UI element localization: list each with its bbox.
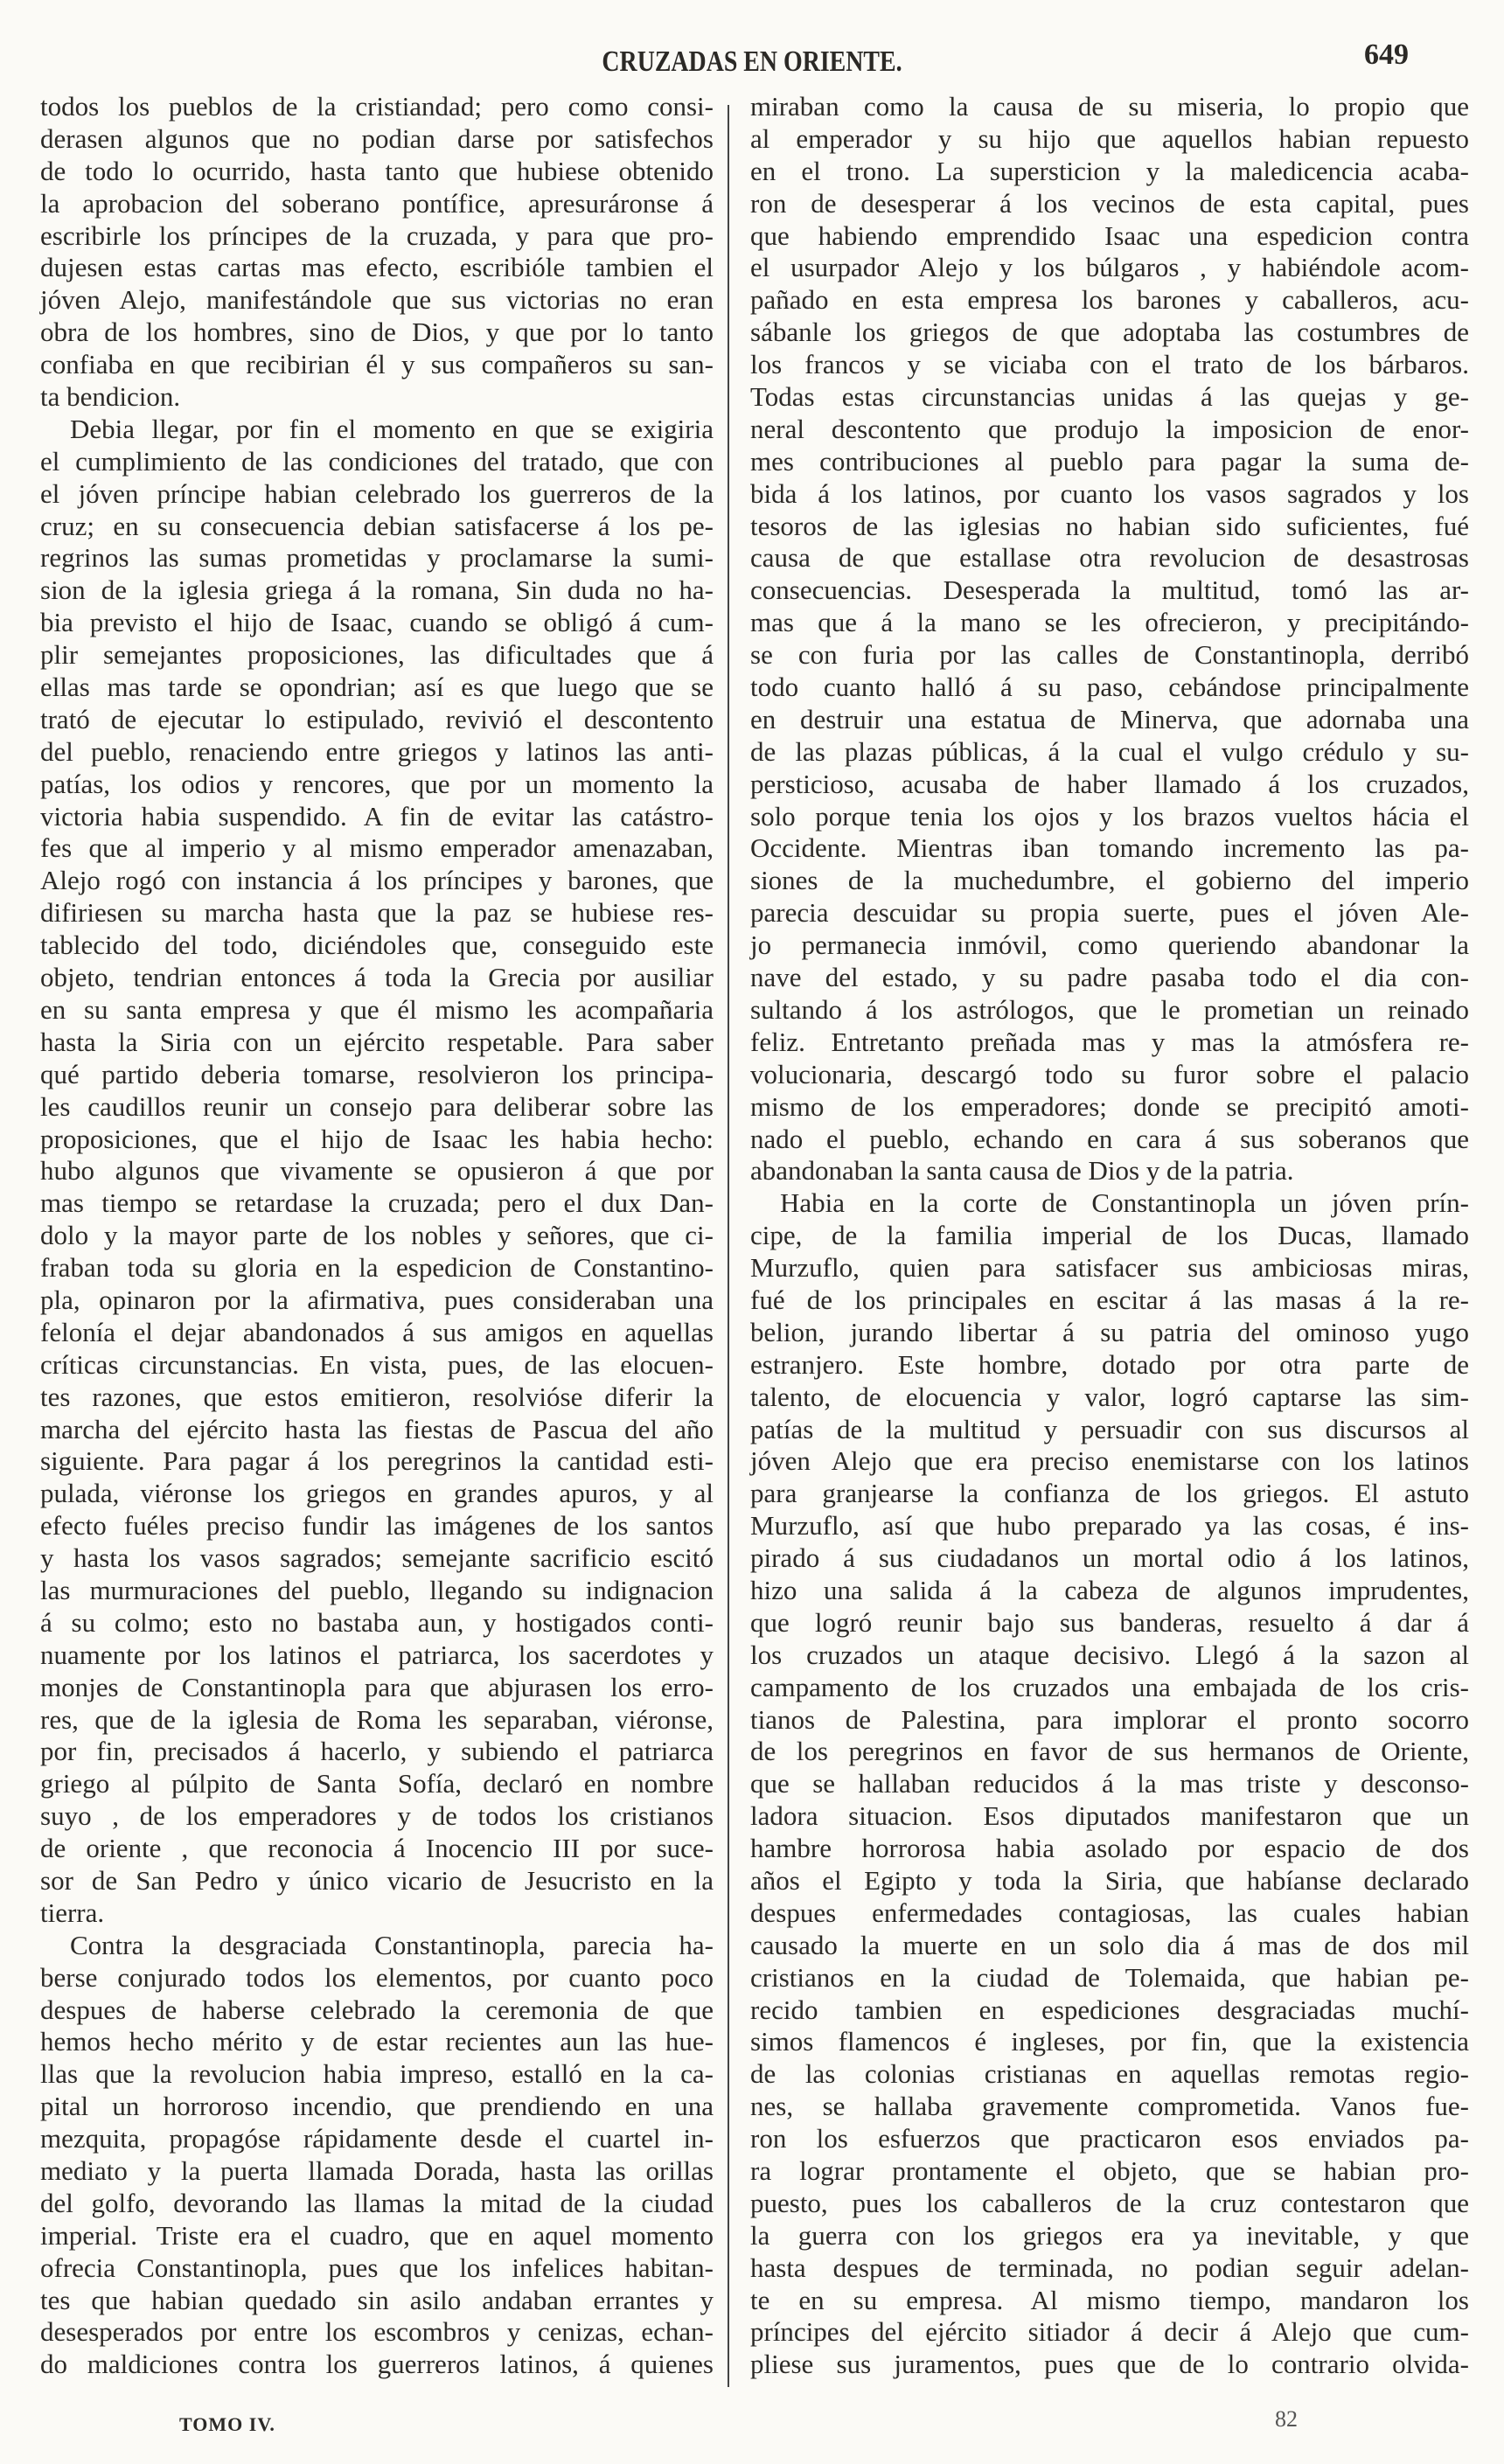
text-line: patías, los odios y rencores, que por un momento la [40, 768, 714, 799]
text-line: persticioso, acusaba de haber llamado á los cruzados, [750, 768, 1469, 799]
text-line: volucionaria, descargó todo su furor sobre el palacio [750, 1058, 1469, 1089]
text-line: recido tambien en espediciones desgraciadas muchí- [750, 1994, 1469, 2025]
text-line: marcha del ejército hasta las fiestas de Pascua del año [40, 1413, 714, 1444]
text-line: todos los pueblos de la cristiandad; pero como consi- [40, 91, 714, 122]
text-line: del golfo, devorando las llamas la mitad de la ciudad [40, 2187, 714, 2218]
text-line: belion, jurando libertar á su patria del ominoso yugo [750, 1316, 1469, 1347]
text-line: fué de los principales en escitar á las masas á la re- [750, 1284, 1469, 1315]
text-line: el cumplimiento de las condiciones del tratado, que con [40, 445, 714, 477]
text-line: miraban como la causa de su miseria, lo propio que [750, 91, 1469, 122]
text-line: mas tiempo se retardase la cruzada; pero el dux Dan- [40, 1187, 714, 1219]
text-line: fraban toda su gloria en la espedicion de Constantino- [40, 1252, 714, 1284]
text-line: llas que la revolucion habia impreso, estalló en la ca- [40, 2058, 714, 2090]
text-line: hemos hecho mérito y de estar recientes aun las hue- [40, 2026, 714, 2057]
text-line: mezquita, propagóse rápidamente desde el cuartel in- [40, 2123, 714, 2154]
text-line: que habiendo emprendido Isaac una espedicion contra [750, 219, 1469, 251]
text-line: consecuencias. Desesperada la multitud, tomó las ar- [750, 574, 1469, 606]
text-line: ron de desesperar á los vecinos de esta capital, pues [750, 187, 1469, 219]
left-text-column [40, 91, 714, 2381]
text-line: causado la muerte en un solo dia á mas de dos mil [750, 1929, 1469, 1960]
text-line: bida á los latinos, por cuanto los vasos sagrados y los [750, 477, 1469, 509]
text-line: años el Egipto y toda la Siria, que habíanse declarado [750, 1864, 1469, 1896]
text-line: pliese sus juramentos, pues que de lo contrario olvida- [750, 2349, 1469, 2380]
text-line: hambre horrorosa habia asolado por espacio de dos [750, 1833, 1469, 1864]
text-line: de los peregrinos en favor de sus hermanos de Oriente, [750, 1736, 1469, 1767]
text-line: ra lograr prontamente el objeto, que se habian pro- [750, 2155, 1469, 2186]
text-line: abandonaban la santa causa de Dios y de la patria. [750, 1155, 1294, 1187]
text-line: ellas mas tarde se opondrian; así es que luego que se [40, 672, 714, 703]
text-line: despues de haberse celebrado la ceremonia de que [40, 1994, 714, 2025]
text-line: talento, de elocuencia y valor, logró captarse las sim- [750, 1381, 1469, 1412]
text-line: hasta la Siria con un ejército respetable. Para saber [40, 1026, 714, 1057]
footer-signature: 82 [1275, 2406, 1298, 2432]
text-line: y hasta los vasos sagrados; semejante sacrificio escitó [40, 1542, 714, 1574]
text-line: siguiente. Para pagar á los peregrinos la cantidad esti- [40, 1445, 714, 1477]
text-line: plir semejantes proposiciones, las dificultades que á [40, 639, 714, 671]
text-line: regrinos las sumas prometidas y proclamarse la sumi- [40, 542, 714, 574]
text-line: campamento de los cruzados una embajada de los cris- [750, 1671, 1469, 1702]
text-line: res, que de la iglesia de Roma les separaban, viéronse, [40, 1703, 714, 1735]
text-line: nado el pueblo, echando en cara á sus soberanos que [750, 1123, 1469, 1154]
text-line: derasen algunos que no podian darse por satisfechos [40, 122, 714, 154]
text-line: de las plazas públicas, á la cual el vulgo crédulo y su- [750, 735, 1469, 767]
text-line: por fin, precisados á hacerlo, y subiendo el patriarca [40, 1736, 714, 1767]
text-line: neral descontento que produjo la imposicion de enor- [750, 413, 1469, 444]
text-line: tes que habian quedado sin asilo andaban errantes y [40, 2284, 714, 2315]
text-line: berse conjurado todos los elementos, por cuanto poco [40, 1961, 714, 1993]
text-line: confiaba en que recibirian él y sus compañeros su san- [40, 349, 714, 380]
text-line: objeto, tendrian entonces á toda la Grecia por ausiliar [40, 962, 714, 993]
text-line: suyo , de los emperadores y de todos los cristianos [40, 1800, 714, 1832]
text-line: Todas estas circunstancias unidas á las quejas y ge- [750, 381, 1469, 413]
text-line: proposiciones, que el hijo de Isaac les habia hecho: [40, 1123, 714, 1154]
text-line: Debia llegar, por fin el momento en que se exigiria [70, 413, 714, 444]
text-line: dujesen estas cartas mas efecto, escribióle tambien el [40, 252, 714, 283]
text-line: en su santa empresa y que él mismo les acompañaria [40, 993, 714, 1025]
right-text-column [750, 91, 1469, 2381]
text-line: que se hallaban reducidos á la mas triste y desconso- [750, 1768, 1469, 1799]
text-line: los francos y se viciaba con el trato de los bárbaros. [750, 349, 1469, 380]
text-line: les caudillos reunir un consejo para deliberar sobre las [40, 1090, 714, 1122]
text-line: se con furia por las calles de Constantinopla, derribó [750, 639, 1469, 671]
text-line: siones de la muchedumbre, el gobierno del imperio [750, 865, 1469, 896]
text-line: pla, opinaron por la afirmativa, pues consideraban una [40, 1284, 714, 1315]
text-line: solo porque tenia los ojos y los brazos vueltos hácia el [750, 800, 1469, 832]
text-line: tianos de Palestina, para implorar el pronto socorro [750, 1703, 1469, 1735]
footer-volume: TOMO IV. [179, 2413, 275, 2435]
text-line: en el trono. La supersticion y la maledicencia acaba- [750, 155, 1469, 186]
text-line: ta bendicion. [40, 381, 181, 413]
text-line: mes contribuciones al pueblo para pagar la suma de- [750, 445, 1469, 477]
text-line: príncipes del ejército sitiador á decir á Alejo que cum- [750, 2316, 1469, 2348]
column-divider [728, 105, 729, 2387]
text-line: Murzuflo, quien para satisfacer sus ambiciosas miras, [750, 1252, 1469, 1284]
text-line: la guerra con los griegos era ya inevitable, y que [750, 2219, 1469, 2251]
text-line: jóven Alejo que era preciso enemistarse con los latinos [750, 1445, 1469, 1477]
text-line: felonía el dejar abandonados á sus amigos en aquellas [40, 1316, 714, 1347]
text-line: hasta despues de terminada, no podian seguir adelan- [750, 2252, 1469, 2283]
text-line: al emperador y su hijo que aquellos habian repuesto [750, 122, 1469, 154]
text-line: estranjero. Este hombre, dotado por otra parte de [750, 1348, 1469, 1380]
text-line: efecto fuéles preciso fundir las imágenes de los santos [40, 1510, 714, 1542]
text-line: cristianos en la ciudad de Tolemaida, que habian pe- [750, 1961, 1469, 1993]
text-line: nave del estado, y su padre pasaba todo el dia con- [750, 962, 1469, 993]
text-line: las murmuraciones del pueblo, llegando su indignacion [40, 1574, 714, 1605]
text-line: cipe, de la familia imperial de los Ducas, llamado [750, 1220, 1469, 1251]
text-line: tablecido del todo, diciéndoles que, conseguido este [40, 929, 714, 961]
text-line: griego al púlpito de Santa Sofía, declaró en nombre [40, 1768, 714, 1799]
text-line: parecia descuidar su propia suerte, pues el jóven Ale- [750, 897, 1469, 929]
text-line: difiriesen su marcha hasta que la paz se hubiese res- [40, 897, 714, 929]
text-line: bia previsto el hijo de Isaac, cuando se obligó á cum- [40, 607, 714, 638]
text-line: jo permanecia inmóvil, como queriendo abandonar la [750, 929, 1469, 961]
text-line: los cruzados un ataque decisivo. Llegó á la sazon al [750, 1639, 1469, 1670]
text-line: monjes de Constantinopla para que abjurasen los erro- [40, 1671, 714, 1702]
text-line: de todo lo ocurrido, hasta tanto que hubiese obtenido [40, 155, 714, 186]
text-line: Habia en la corte de Constantinopla un jóven prín- [780, 1187, 1469, 1219]
text-line: desesperados por entre los escombros y cenizas, echan- [40, 2316, 714, 2348]
text-line: obra de los hombres, sino de Dios, y que por lo tanto [40, 317, 714, 348]
text-line: escribirle los príncipes de la cruzada, y para que pro- [40, 219, 714, 251]
text-line: pulada, viéronse los griegos en grandes apuros, y al [40, 1478, 714, 1509]
text-line: hubo algunos que vivamente se opusieron á que por [40, 1155, 714, 1187]
text-line: Contra la desgraciada Constantinopla, parecia ha- [70, 1929, 714, 1960]
text-line: todo cuanto halló á su paso, cebándose principalmente [750, 672, 1469, 703]
text-line: del pueblo, renaciendo entre griegos y latinos las anti- [40, 735, 714, 767]
text-line: el usurpador Alejo y los búlgaros , y habiéndole acom- [750, 252, 1469, 283]
text-line: ladora situacion. Esos diputados manifestaron que un [750, 1800, 1469, 1832]
text-line: do maldiciones contra los guerreros latinos, á quienes [40, 2349, 714, 2380]
text-line: críticas circunstancias. En vista, pues, de las elocuen- [40, 1348, 714, 1380]
text-line: qué partido deberia tomarse, resolvieron los principa- [40, 1058, 714, 1089]
text-line: que logró reunir bajo sus banderas, resuelto á dar á [750, 1606, 1469, 1638]
text-line: nuamente por los latinos el patriarca, los sacerdotes y [40, 1639, 714, 1670]
text-line: sábanle los griegos de que adoptaba las costumbres de [750, 317, 1469, 348]
text-line: te en su empresa. Al mismo tiempo, mandaron los [750, 2284, 1469, 2315]
text-line: imperial. Triste era el cuadro, que en aquel momento [40, 2219, 714, 2251]
text-line: cruz; en su consecuencia debian satisfacerse á los pe- [40, 510, 714, 541]
text-line: la aprobacion del soberano pontífice, apresuráronse á [40, 187, 714, 219]
text-line: sultando á los astrólogos, que le prometian un reinado [750, 993, 1469, 1025]
text-line: simos flamencos é ingleses, por fin, que la existencia [750, 2026, 1469, 2057]
text-line: de oriente , que reconocia á Inocencio III por suce- [40, 1833, 714, 1864]
running-head-title: CRUZADAS EN ORIENTE. [602, 45, 902, 78]
text-line: en destruir una estatua de Minerva, que adornaba una [750, 703, 1469, 734]
text-line: Murzuflo, así que hubo preparado ya las cosas, é ins- [750, 1510, 1469, 1542]
text-line: trató de ejecutar lo estipulado, revivió el descontento [40, 703, 714, 734]
text-line: tierra. [40, 1897, 105, 1928]
text-line: mismo de los emperadores; donde se precipitó amoti- [750, 1090, 1469, 1122]
text-line: de las colonias cristianas en aquellas remotas regio- [750, 2058, 1469, 2090]
text-line: sor de San Pedro y único vicario de Jesucristo en la [40, 1864, 714, 1896]
text-line: ron los esfuerzos que practicaron esos enviados pa- [750, 2123, 1469, 2154]
text-line: jóven Alejo, manifestándole que sus victorias no eran [40, 284, 714, 316]
text-line: tesoros de las iglesias no habian sido suficientes, fué [750, 510, 1469, 541]
text-line: mas que á la mano se les ofrecieron, y precipitándo- [750, 607, 1469, 638]
text-line: nes, se hallaba gravemente comprometida. Vanos fue- [750, 2091, 1469, 2122]
text-line: fes que al imperio y al mismo emperador amenazaban, [40, 832, 714, 864]
page-number: 649 [1364, 38, 1409, 71]
text-line: hizo una salida á la cabeza de algunos imprudentes, [750, 1574, 1469, 1605]
text-line: pital un horroroso incendio, que prendiendo en una [40, 2091, 714, 2122]
text-line: patías de la multitud y persuadir con sus discursos al [750, 1413, 1469, 1444]
text-line: despues enfermedades contagiosas, las cuales habian [750, 1897, 1469, 1928]
text-line: Alejo rogó con instancia á los príncipes y barones, que [40, 865, 714, 896]
text-line: el jóven príncipe habian celebrado los guerreros de la [40, 477, 714, 509]
text-line: sion de la iglesia griega á la romana, Sin duda no ha- [40, 574, 714, 606]
text-line: ofrecia Constantinopla, pues que los infelices habitan- [40, 2252, 714, 2283]
text-line: causa de que estallase otra revolucion de desastrosas [750, 542, 1469, 574]
text-line: mediato y la puerta llamada Dorada, hasta las orillas [40, 2155, 714, 2186]
text-line: para granjearse la confianza de los griegos. El astuto [750, 1478, 1469, 1509]
text-line: á su colmo; esto no bastaba aun, y hostigados conti- [40, 1606, 714, 1638]
text-line: tes razones, que estos emitieron, resolvióse diferir la [40, 1381, 714, 1412]
text-line: dolo y la mayor parte de los nobles y señores, que ci- [40, 1220, 714, 1251]
text-line: puesto, pues los caballeros de la cruz contestaron que [750, 2187, 1469, 2218]
text-line: pirado á sus ciudadanos un mortal odio á los latinos, [750, 1542, 1469, 1574]
text-line: Occidente. Mientras iban tomando incremento las pa- [750, 832, 1469, 864]
text-line: feliz. Entretanto preñada mas y mas la atmósfera re- [750, 1026, 1469, 1057]
text-line: victoria habia suspendido. A fin de evitar las catástro- [40, 800, 714, 832]
text-line: pañado en esta empresa los barones y caballeros, acu- [750, 284, 1469, 316]
